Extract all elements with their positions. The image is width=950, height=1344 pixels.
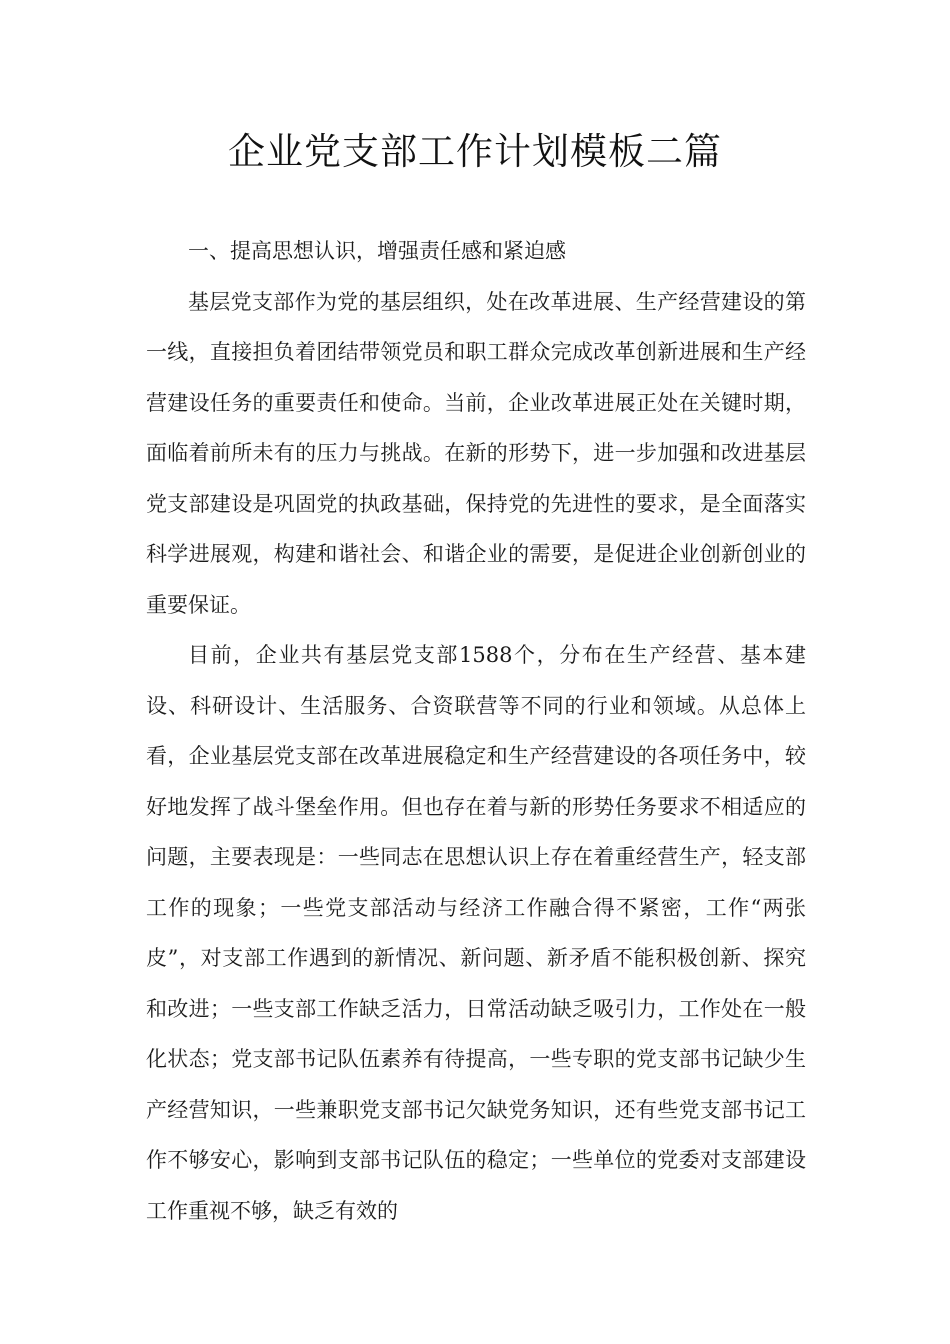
document-title: 企业党支部工作计划模板二篇 — [228, 130, 722, 173]
document-body — [146, 226, 806, 1236]
paragraph: 目前，企业共有基层党支部1588个，分布在生产经营、基本建设、科研设计、生活服务、合资联营等不同的行业和领域。从总体上看，企业基层党支部在改革进展稳定和生产经营建设的各项任务中，较好地发挥了战斗堡垒作用。但也存在着与新的形势任务要求不相适应的问题，主要表现是：一些同志在思想认识上存在着重经营生产，轻支部工作的现象；一些党支部活动与经济工作融合得不紧密，工作“两张皮”，对支部工作遇到的新情况、新问题、新矛盾不能积极创新、探究和改进；一些支部工作缺乏活力，日常活动缺乏吸引力，工作处在一般化状态；党支部书记队伍素养有待提高，一些专职的党支部书记缺少生产经营知识，一些兼职党支部书记欠缺党务知识，还有些党支部书记工作不够安心，影响到支部书记队伍的稳定；一些单位的党委对支部建设工作重视不够，缺乏有效的 — [146, 643, 806, 1223]
paragraph: 基层党支部作为党的基层组织，处在改革进展、生产经营建设的第一线，直接担负着团结带领党员和职工群众完成改革创新进展和生产经营建设任务的重要责任和使命。当前，企业改革进展正处在关键时期，面临着前所未有的压力与挑战。在新的形势下，进一步加强和改进基层党支部建设是巩固党的执政基础，保持党的先进性的要求，是全面落实科学进展观，构建和谐社会、和谐企业的需要，是促进企业创新创业的重要保证。 — [146, 289, 806, 617]
section-heading: 一、提高思想认识，增强责任感和紧迫感 — [188, 239, 566, 263]
